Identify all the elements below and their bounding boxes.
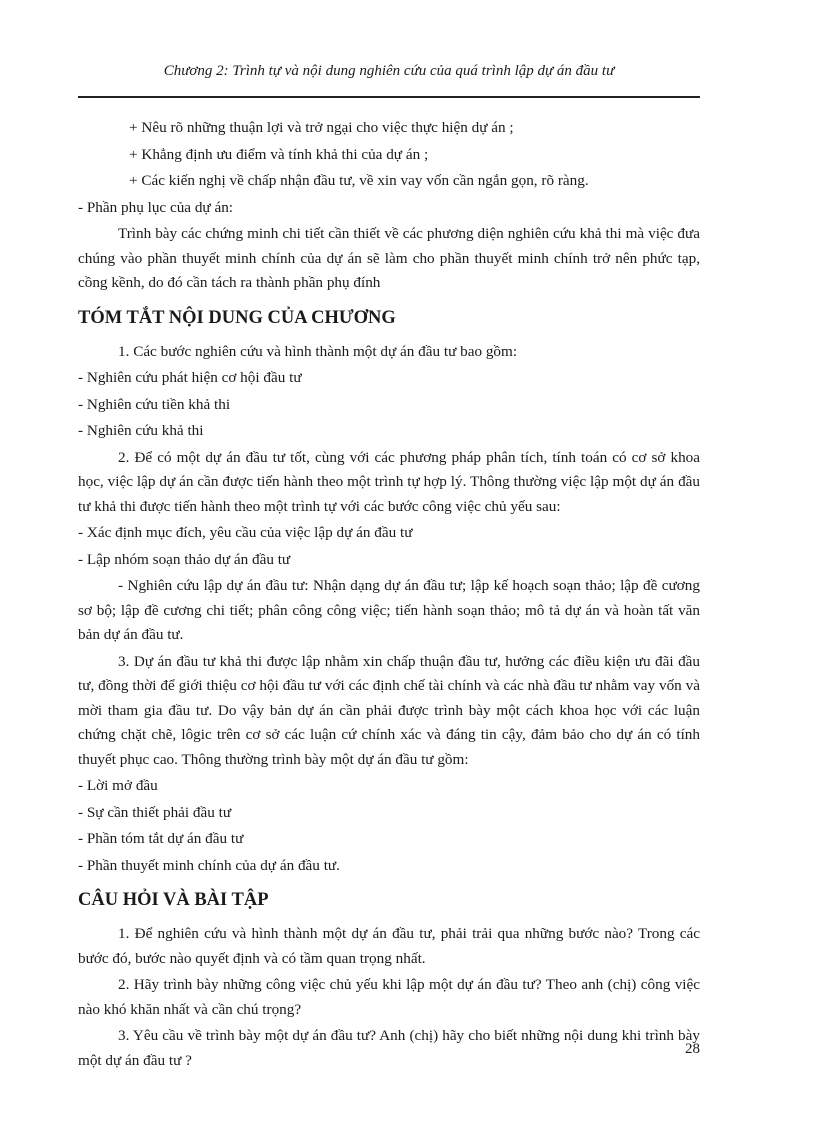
summary-list-item: - Phần thuyết minh chính của dự án đầu tư.	[78, 856, 340, 874]
summary-item-2: 2. Để có một dự án đầu tư tốt, cùng với các phương pháp phân tích, tính toán có cơ sở khoa học, việc lập dự án cần được tiến hành theo một trình tự hợp lý. Thông thường việc lập một dự án đầu tư khả thi được tiến hành theo một trình tự với các bước công việc chủ yếu sau:	[78, 448, 700, 515]
summary-list-item: - Sự cần thiết phải đầu tư	[78, 803, 232, 821]
summary-item-3: 3. Dự án đầu tư khả thi được lập nhằm xin chấp thuận đầu tư, hưởng các điều kiện ưu đãi đầu tư, đồng thời để giới thiệu cơ hội đầu tư với các định chế tài chính và các nhà đầu tư nhằm vay vốn và mời tham gia đầu tư. Do vậy bản dự án cần phải được trình bày một cách khoa học với các luận chứng chặt chẽ, lôgic trên cơ sở các luận cứ chính xác và đáng tin cậy, đảm bảo cho dự án có tính thuyết phục cao. Thông thường trình bày một dự án đầu tư gồm:	[78, 652, 700, 768]
summary-list-item: - Lập nhóm soạn thảo dự án đầu tư	[78, 550, 291, 568]
question-item: 1. Để nghiên cứu và hình thành một dự án đầu tư, phải trải qua những bước nào? Trong các bước đó, bước nào quyết định và có tầm quan trọng nhất.	[78, 925, 700, 967]
appendix-paragraph: Trình bày các chứng minh chi tiết cần thiết về các phương diện nghiên cứu khả thi mà việc đưa chúng vào phần thuyết minh chính của dự án sẽ làm cho phần thuyết minh chính trở nên phức tạp, cồng kềnh, do đó cần tách ra thành phần phụ đính	[78, 225, 700, 291]
appendix-heading: - Phần phụ lục của dự án:	[78, 198, 234, 216]
summary-list-item: - Nghiên cứu lập dự án đầu tư: Nhận dạng dự án đầu tư; lập kế hoạch soạn thảo; lập đề cương sơ bộ; lập đề cương chi tiết; phân công công việc; tiến hành soạn thảo; mô tả dự án và hoàn tất văn bản dự án đầu tư.	[78, 577, 700, 643]
intro-bullet: + Các kiến nghị về chấp nhận đầu tư, về xin vay vốn cần ngắn gọn, rõ ràng.	[129, 172, 589, 189]
summary-item-1: 1. Các bước nghiên cứu và hình thành một dự án đầu tư bao gồm:	[118, 342, 518, 360]
summary-list-item: - Lời mở đầu	[78, 777, 158, 794]
summary-list-item: - Nghiên cứu phát hiện cơ hội đầu tư	[78, 369, 302, 386]
header-rule	[78, 96, 700, 98]
running-header: Chương 2: Trình tự và nội dung nghiên cứu của quá trình lập dự án đầu tư	[163, 63, 615, 79]
summary-list-item: - Phần tóm tắt dự án đầu tư	[78, 830, 244, 847]
summary-list-item: - Nghiên cứu khả thi	[78, 422, 204, 439]
questions-heading: CÂU HỎI VÀ BÀI TẬP	[78, 890, 269, 910]
intro-bullet: + Nêu rõ những thuận lợi và trở ngại cho việc thực hiện dự án ;	[129, 119, 514, 136]
page-body	[78, 116, 700, 1075]
page-number: 28	[685, 1041, 700, 1057]
summary-list-item: - Xác định mục đích, yêu cầu của việc lập dự án đầu tư	[78, 524, 413, 541]
question-item: 2. Hãy trình bày những công việc chủ yếu khi lập một dự án đầu tư? Theo anh (chị) công việc nào khó khăn nhất và cần chú trọng?	[78, 976, 700, 1018]
summary-list-item: - Nghiên cứu tiền khả thi	[78, 395, 231, 413]
summary-heading: TÓM TẮT NỘI DUNG CỦA CHƯƠNG	[78, 307, 396, 328]
intro-bullet: + Khẳng định ưu điểm và tính khả thi của dự án ;	[129, 145, 429, 163]
question-item: 3. Yêu cầu về trình bày một dự án đầu tư? Anh (chị) hãy cho biết những nội dung khi trình bày một dự án đầu tư ?	[78, 1027, 700, 1069]
